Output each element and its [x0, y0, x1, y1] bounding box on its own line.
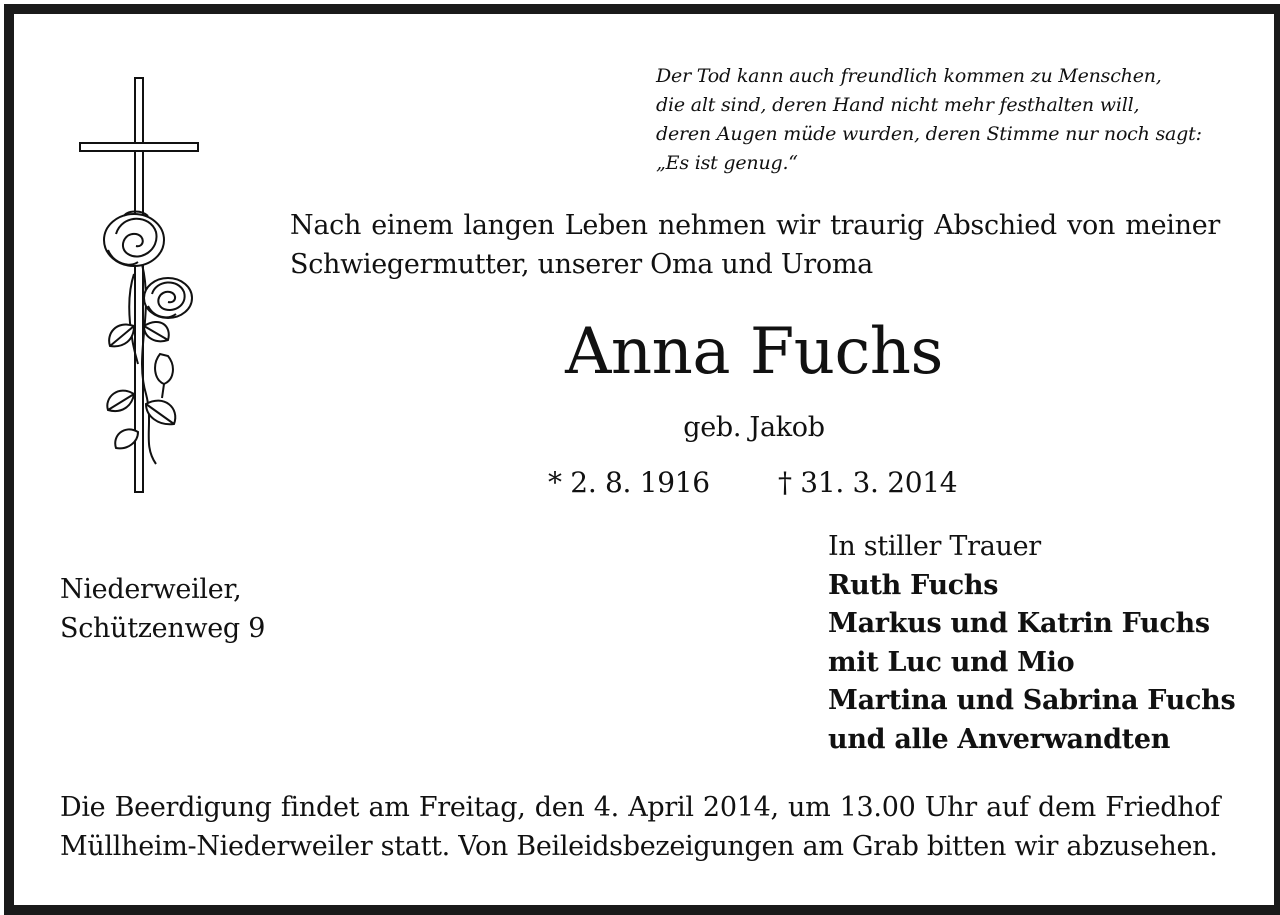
quote-line: deren Augen müde wurden, deren Stimme nur noch sagt: — [656, 123, 1202, 145]
intro-text — [290, 206, 1220, 284]
obituary-quote — [656, 62, 1256, 178]
address-line: Schützenweg 9 — [60, 613, 266, 644]
intro-line: Nach einem langen Leben nehmen wir traurig Abschied von meiner — [290, 210, 1220, 241]
mourners-block — [828, 528, 1258, 759]
funeral-line: Die Beerdigung findet am Freitag, den 4. April 2014, um 13.00 Uhr auf dem Friedhof — [60, 792, 1220, 823]
address-line: Niederweiler, — [60, 574, 242, 605]
mourner-name: mit Luc und Mio — [828, 646, 1075, 678]
mourner-name: Martina und Sabrina Fuchs — [828, 685, 1236, 716]
death-date: † 31. 3. 2014 — [778, 466, 958, 499]
mourner-name: Markus und Katrin Fuchs — [828, 608, 1210, 639]
mourner-name: und alle Anverwandten — [828, 723, 1171, 755]
cross-with-roses-icon — [64, 64, 204, 494]
quote-line: „Es ist genug.“ — [656, 152, 798, 174]
maiden-name: geb. Jakob — [683, 412, 825, 443]
intro-line: Schwiegermutter, unserer Oma und Uroma — [290, 249, 873, 280]
funeral-notice — [60, 788, 1220, 866]
quote-line: die alt sind, deren Hand nicht mehr festhalten will, — [656, 94, 1140, 116]
address-block — [60, 570, 265, 648]
mourners-heading: In stiller Trauer — [828, 531, 1041, 562]
mourner-name: Ruth Fuchs — [828, 569, 999, 601]
obituary-card — [4, 4, 1280, 915]
birth-date: * 2. 8. 1916 — [548, 466, 710, 499]
quote-line: Der Tod kann auch freundlich kommen zu Menschen, — [656, 65, 1162, 87]
funeral-line: Müllheim-Niederweiler statt. Von Beileidsbezeigungen am Grab bitten wir abzusehen. — [60, 831, 1218, 862]
deceased-name: Anna Fuchs — [565, 315, 943, 389]
